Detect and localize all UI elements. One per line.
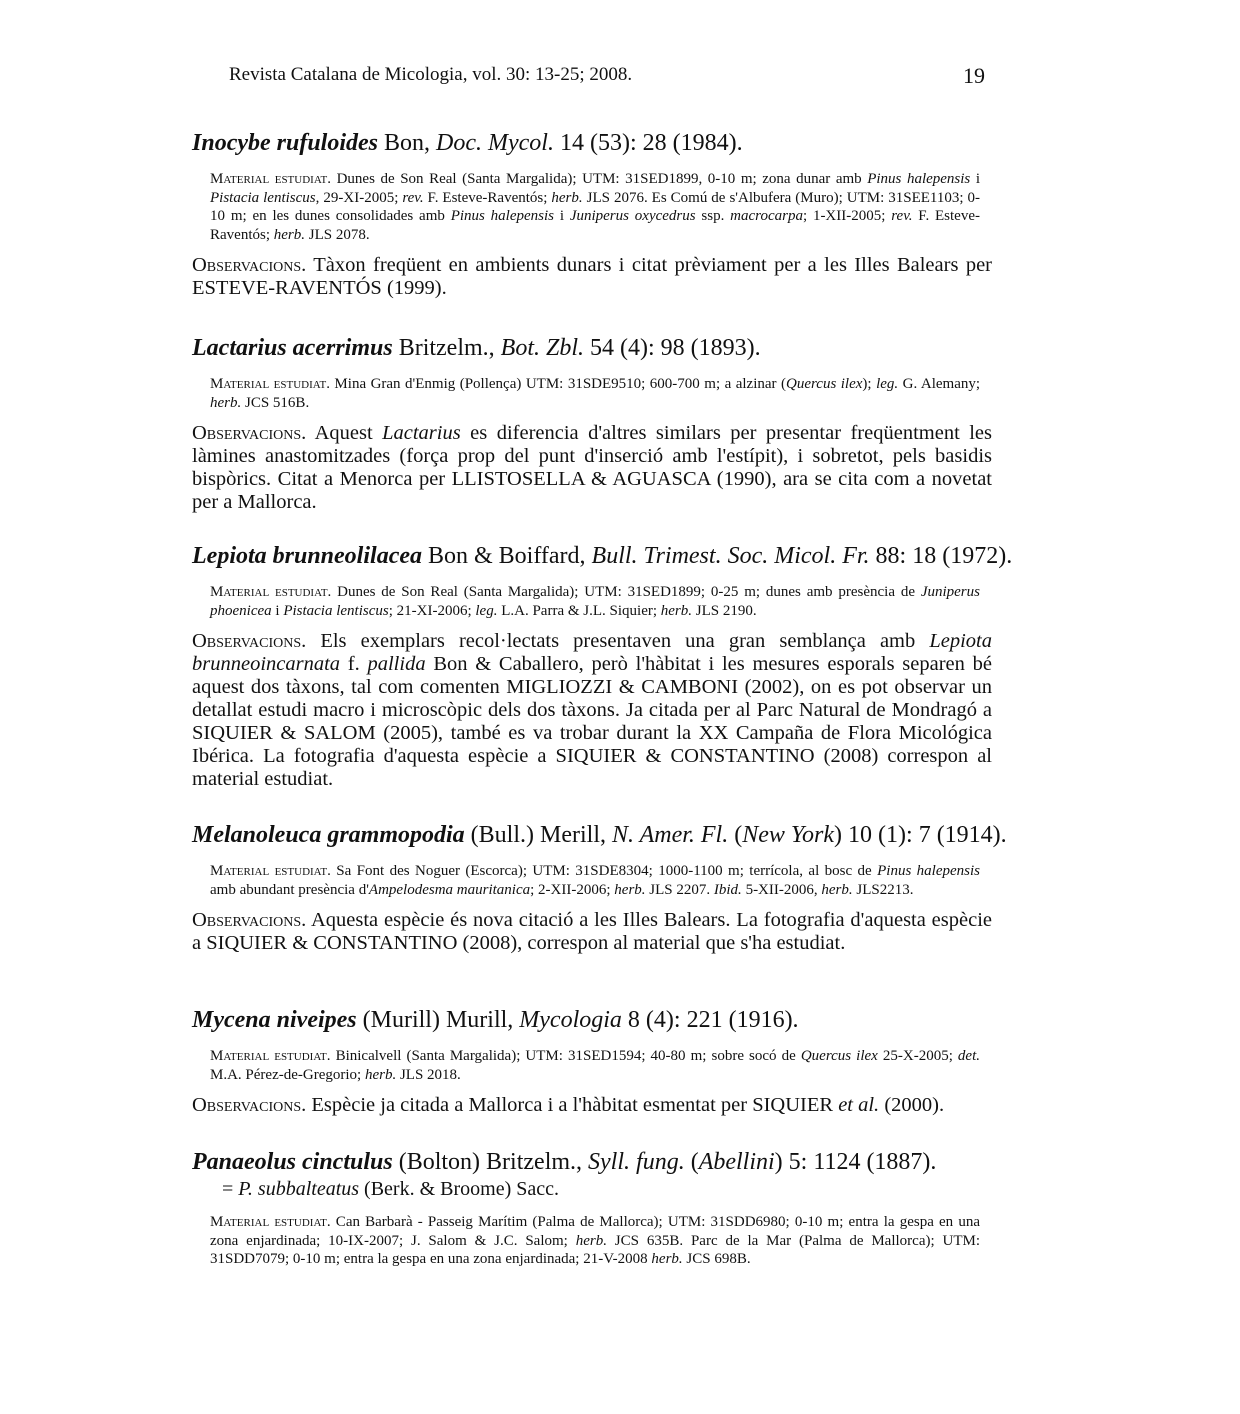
species-citation [393, 335, 761, 361]
text-run: JCS 516B. [241, 394, 310, 411]
text-run: ; 1-XII-2005; [802, 208, 892, 224]
text-run: Aquesta espècie és nova citació a les Illes Balears. La fotografia d'aquesta espècie a SIQUIER & CONSTANTINO (2008), correspon al material que s'ha estudiat. [192, 909, 992, 954]
section-label: Material estudiat. [210, 376, 330, 392]
italic-text: det. [957, 1048, 980, 1064]
text-run: JLS2213. [852, 881, 914, 898]
text-run: f. [340, 653, 368, 675]
species-name: Inocybe rufuloides [192, 130, 378, 156]
italic-text: herb. [660, 602, 693, 619]
italic-text: leg. [876, 376, 899, 392]
text-run: 88: 18 (1972). [869, 543, 1013, 569]
section-label: Material estudiat. [210, 1214, 331, 1230]
species-entry [192, 541, 1013, 791]
italic-text: Pinus halepensis [877, 863, 981, 879]
text-run: amb abundant presència d' [210, 881, 369, 898]
text-run: 25-X-2005; [877, 1048, 958, 1064]
text-run: (2000). [879, 1094, 945, 1116]
text-run: 5-XII-2006, [741, 881, 822, 898]
species-entry [192, 1005, 992, 1117]
text-run: Bon & Caballero, però l'hàbitat i les mesures esporals separen bé aquest dos tàxons, tal com comenten MIGLIOZZI & CAMBONI (2002), on es pot observar un detallat estudi macro i microscòpic dels dos tàxons. Ja citada per al Parc Natural de Mondragó a SIQUIER & SALOM (2005), també es va trobar durant la XX Campaña de Flora Micológica Ibérica. La fotografia d'aquesta espècie a SIQUIER & CONSTANTINO (2008) correspon al material estudiat. [192, 653, 992, 790]
italic-text: Syll. fung. [588, 1149, 685, 1175]
italic-text: Ampelodesma mauritanica [368, 881, 531, 898]
species-citation [393, 1149, 937, 1175]
text-run: = [222, 1178, 239, 1200]
text-run: ; 21-XI-2006; [388, 602, 476, 619]
section-label: Material estudiat. [210, 1048, 331, 1064]
text-run: 14 (53): 28 (1984). [553, 130, 743, 156]
material-studied [210, 862, 980, 899]
text-run: JCS 698B. [682, 1251, 751, 1267]
species-citation [422, 543, 1012, 569]
italic-text: herb. [821, 881, 853, 898]
italic-text: rev. [402, 189, 424, 206]
text-run: (Bull.) Merill, [464, 822, 612, 848]
section-label: Observacions. [192, 630, 307, 652]
italic-text: herb. [614, 881, 646, 898]
species-heading [192, 1005, 992, 1035]
material-studied [210, 1213, 980, 1269]
italic-text: Ibid. [713, 881, 742, 898]
italic-text: Quercus ilex [800, 1048, 878, 1064]
italic-text: Pistacia lentiscus [283, 602, 389, 619]
species-entry [192, 820, 1007, 955]
italic-text: Bot. Zbl. [500, 335, 585, 361]
species-citation [378, 130, 743, 156]
species-name: Melanoleuca grammopodia [192, 822, 465, 848]
species-heading [192, 333, 992, 363]
species-name: Lactarius acerrimus [192, 335, 393, 361]
text-run: i [970, 171, 981, 187]
text-run: Bon, [378, 130, 437, 156]
observations [192, 630, 992, 791]
italic-text: herb. [273, 226, 305, 243]
text-run: i [271, 602, 284, 619]
species-entry [192, 333, 992, 514]
material-studied [210, 583, 980, 620]
italic-text: Lactarius [382, 422, 461, 444]
text-run: (Murill) Murill, [356, 1007, 520, 1033]
text-run: es diferencia d'altres similars per presentar freqüentment les làmines anastomitzades (força prop del punt d'inserció amb l'estípit), i sobretot, pels basidis bispòrics. Citat a Menorca per LLISTOSELLA & AGUASCA (1990), ara se cita com a novetat per a Mallorca. [192, 422, 992, 513]
observations [192, 254, 992, 300]
species-entry [192, 128, 992, 300]
italic-text: Lepiota brunneoincarnata [192, 630, 992, 675]
text-run: Can Barbarà - Passeig Marítim (Palma de Mallorca); UTM: 31SDD6980; 0-10 m; entra la gespa en una zona enjardinada; 10-IX-2007; J. Salom & J.C. Salom; [210, 1214, 980, 1249]
text-run: JLS 2078. [305, 226, 370, 243]
italic-text: macrocarpa [730, 208, 803, 224]
italic-text: New York [742, 822, 835, 848]
italic-text: herb. [210, 394, 242, 411]
italic-text: P. subbalteatus [238, 1178, 360, 1200]
section-label: Material estudiat. [210, 584, 332, 600]
species-heading [192, 820, 1007, 850]
species-heading [192, 1147, 992, 1177]
italic-text: herb. [651, 1251, 683, 1267]
italic-text: herb. [575, 1232, 607, 1249]
species-name: Panaeolus cinctulus [192, 1149, 393, 1175]
text-run: Britzelm., [392, 335, 501, 361]
text-run: (Berk. & Broome) Sacc. [359, 1178, 559, 1200]
italic-text: herb. [364, 1066, 397, 1083]
italic-text: Pinus halepensis [867, 171, 971, 187]
text-run: JLS 2018. [396, 1066, 461, 1083]
text-run: Dunes de Son Real (Santa Margalida); UTM: 31SED1899, 0-10 m; zona dunar amb [331, 171, 868, 187]
section-label: Observacions. [192, 909, 307, 931]
text-run: (Bolton) Britzelm., [392, 1149, 589, 1175]
material-studied [210, 170, 980, 244]
text-run: Binicalvell (Santa Margalida); UTM: 31SED1594; 40-80 m; sobre socó de [330, 1048, 801, 1064]
text-run: Mina Gran d'Enmig (Pollença) UTM: 31SDE9510; 600-700 m; a alzinar ( [329, 376, 787, 392]
text-run: i [554, 208, 570, 224]
species-citation [465, 822, 1007, 848]
italic-text: herb. [551, 189, 583, 206]
section-label: Observacions. [192, 422, 307, 444]
text-run: ) 10 (1): 7 (1914). [834, 822, 1007, 848]
text-run: M.A. Pérez-de-Gregorio; [210, 1066, 365, 1083]
section-label: Observacions. [192, 254, 307, 276]
text-run: Espècie ja citada a Mallorca i a l'hàbitat esmentat per SIQUIER [306, 1094, 839, 1116]
journal-reference: Revista Catalana de Micologia, vol. 30: 13-25; 2008. [229, 64, 633, 85]
species-heading [192, 128, 992, 158]
text-run: Els exemplars recol·lectats presentaven una gran semblança amb [306, 630, 930, 652]
text-run: ) 5: 1124 (1887). [774, 1149, 937, 1175]
species-heading [192, 541, 1013, 571]
text-run: L.A. Parra & J.L. Siquier; [497, 602, 661, 619]
italic-text: Mycologia [519, 1007, 622, 1033]
text-run: 54 (4): 98 (1893). [584, 335, 761, 361]
text-run: JLS 2207. [645, 881, 714, 898]
italic-text: Bull. Trimest. Soc. Micol. Fr. [591, 543, 870, 569]
species-name: Lepiota brunneolilacea [192, 543, 422, 569]
text-run: Sa Font des Noguer (Escorca); UTM: 31SDE8304; 1000-1100 m; terrícola, al bosc de [330, 863, 878, 879]
species-citation [357, 1007, 799, 1033]
text-run: Dunes de Son Real (Santa Margalida); UTM: 31SED1899; 0-25 m; dunes amb presència de [331, 584, 921, 600]
observations [192, 422, 992, 514]
text-run: ssp. [695, 208, 731, 224]
text-run: JCS 635B. Parc de la Mar (Palma de Mallorca); UTM: 31SDD7079; 0-10 m; entra la gespa en una zona enjardinada; 21-V-2008 [210, 1232, 981, 1267]
observations [192, 909, 992, 955]
text-run: Aquest [306, 422, 383, 444]
species-name: Mycena niveipes [192, 1007, 357, 1033]
running-header [229, 64, 989, 86]
section-label: Observacions. [192, 1094, 307, 1116]
italic-text: rev. [891, 208, 913, 224]
italic-text: et al. [838, 1094, 880, 1116]
text-run: JLS 2076. Es Comú de s'Albufera (Muro); UTM: 31SEE1103; 0-10 m; en les dunes consolidades amb [210, 189, 980, 224]
text-run: ; 2-XII-2006; [530, 881, 615, 898]
page-number: 19 [963, 63, 985, 88]
text-run: ( [728, 822, 743, 848]
italic-text: leg. [475, 602, 498, 619]
italic-text: Quercus ilex [786, 376, 863, 392]
text-run: 8 (4): 221 (1916). [621, 1007, 799, 1033]
text-run: ); [862, 376, 877, 392]
material-studied [210, 1047, 980, 1084]
synonym [192, 1177, 992, 1201]
text-run: Bon & Boiffard, [422, 543, 592, 569]
text-run: F. Esteve-Raventós; [210, 208, 980, 243]
species-entry [192, 1147, 992, 1269]
text-run: , 29-XI-2005; [315, 189, 403, 206]
text-run: G. Alemany; [898, 376, 981, 392]
text-run: ( [684, 1149, 699, 1175]
italic-text: Pistacia lentiscus [210, 189, 316, 206]
material-studied [210, 375, 980, 412]
text-run: JLS 2190. [692, 602, 757, 619]
italic-text: Juniperus phoenicea [210, 584, 980, 619]
italic-text: Pinus halepensis [450, 208, 554, 224]
text-run: F. Esteve-Raventós; [423, 189, 552, 206]
italic-text: Doc. Mycol. [436, 130, 554, 156]
italic-text: pallida [367, 653, 426, 675]
italic-text: Abellini [698, 1149, 775, 1175]
italic-text: N. Amer. Fl. [612, 822, 729, 848]
section-label: Material estudiat. [210, 171, 332, 187]
text-run: Tàxon freqüent en ambients dunars i citat prèviament per a les Illes Balears per ESTEVE-RAVENTÓS (1999). [192, 254, 992, 299]
observations [192, 1094, 992, 1117]
italic-text: Juniperus oxycedrus [569, 208, 696, 224]
section-label: Material estudiat. [210, 863, 331, 879]
